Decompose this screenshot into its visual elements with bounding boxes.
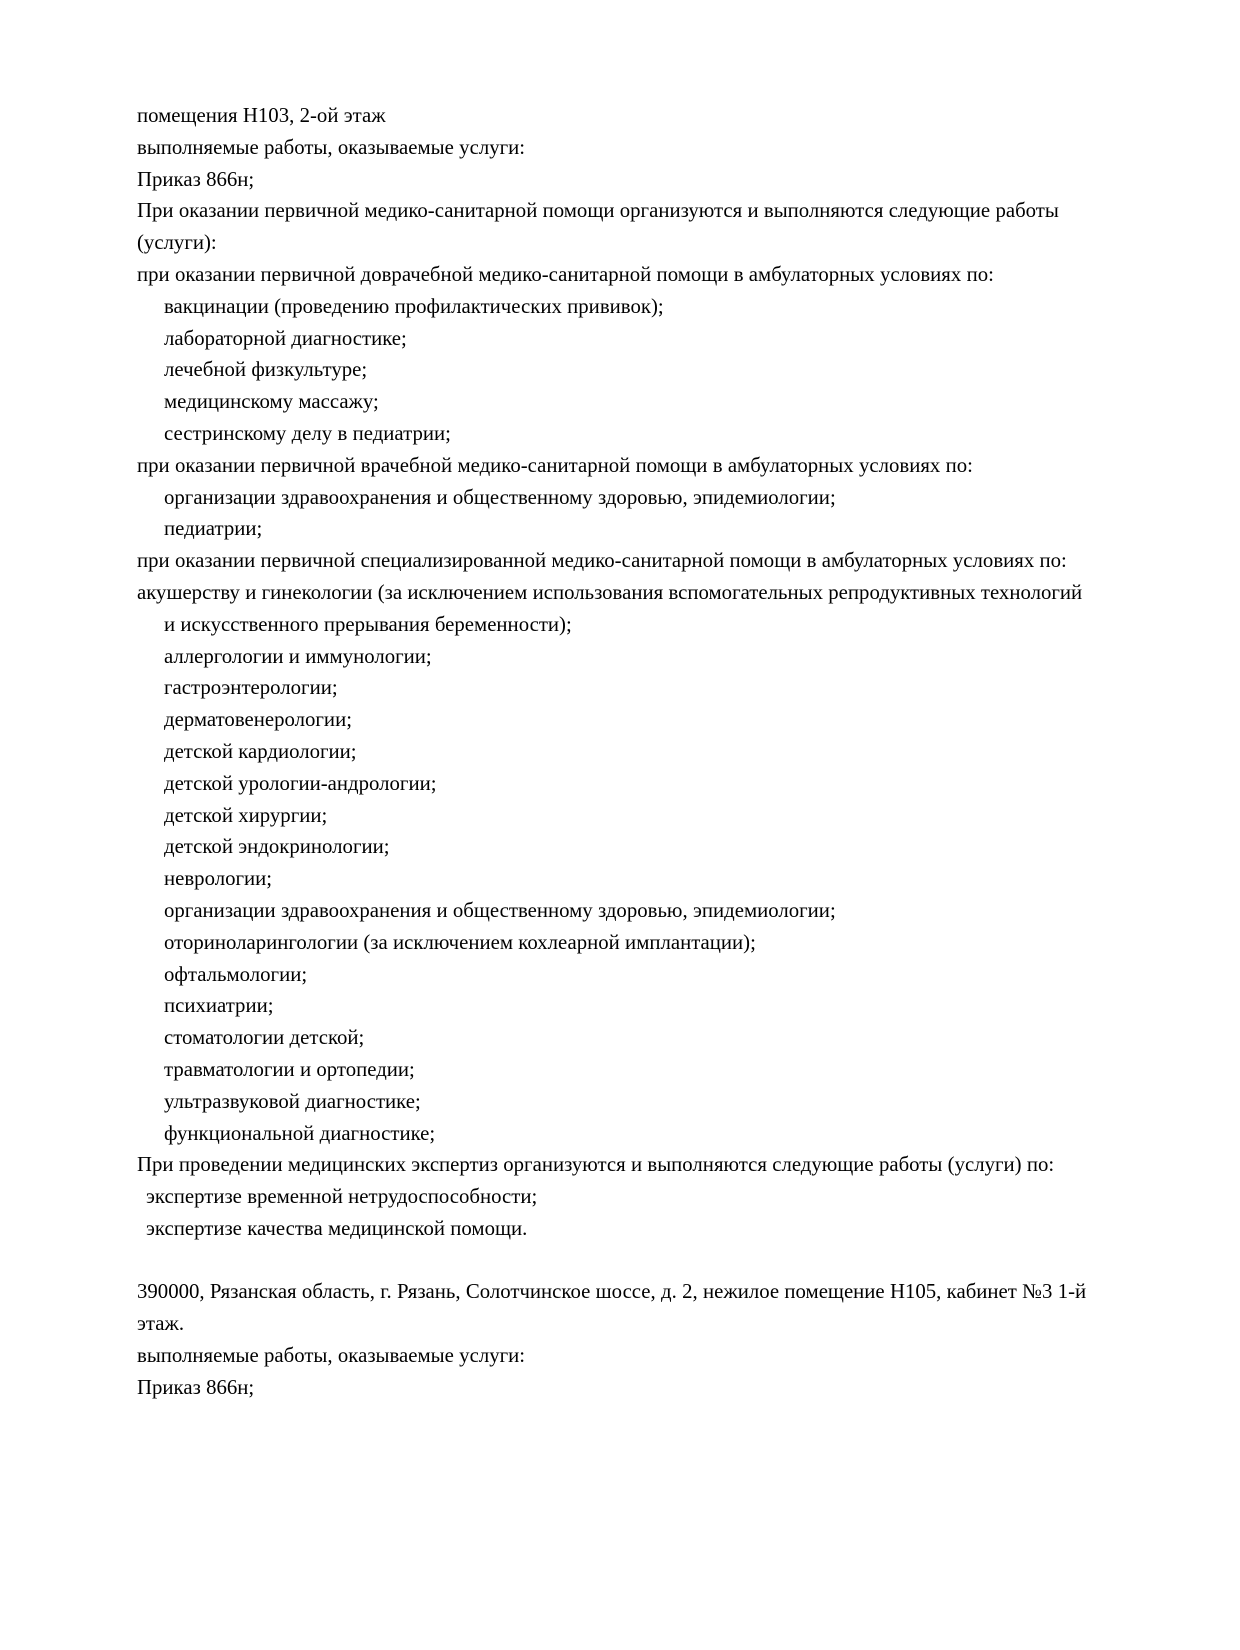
document-line: детской хирургии; [164, 803, 328, 827]
document-line: ультразвуковой диагностике; [164, 1089, 421, 1113]
document-line: 390000, Рязанская область, г. Рязань, Солотчинское шоссе, д. 2, нежилое помещение Н105, кабинет №3 1-й этаж. [137, 1280, 1087, 1336]
document-line: выполняемые работы, оказываемые услуги: [137, 1344, 526, 1368]
document-line: оториноларингологии (за исключением кохлеарной имплантации); [164, 930, 756, 954]
document-line: детской кардиологии; [164, 739, 357, 763]
document-line: детской эндокринологии; [164, 835, 390, 859]
document-line: лечебной физкультуре; [164, 358, 368, 382]
document-line: Приказ 866н; [137, 1375, 255, 1399]
document-line: выполняемые работы, оказываемые услуги: [137, 135, 526, 159]
document-line: организации здравоохранения и общественному здоровью, эпидемиологии; [164, 898, 836, 922]
document-line: экспертизе качества медицинской помощи. [146, 1216, 528, 1240]
document-text-body [137, 100, 1089, 1404]
document-line: педиатрии; [164, 517, 263, 541]
document-line: При проведении медицинских экспертиз организуются и выполняются следующие работы (услуги) по: [137, 1153, 1055, 1177]
document-line: вакцинации (проведению профилактических прививок); [164, 294, 664, 318]
paragraph-spacer [137, 1245, 1089, 1277]
document-line: медицинскому массажу; [164, 390, 379, 414]
document-line: гастроэнтерологии; [164, 676, 338, 700]
document-line: при оказании первичной врачебной медико-санитарной помощи в амбулаторных условиях по: [137, 453, 973, 477]
document-line: сестринскому делу в педиатрии; [164, 421, 451, 445]
document-line: дерматовенерологии; [164, 708, 352, 732]
document-line: стоматологии детской; [164, 1026, 365, 1050]
document-line: При оказании первичной медико-санитарной помощи организуются и выполняются следующие работы (услуги): [137, 199, 1059, 255]
document-line: при оказании первичной доврачебной медико-санитарной помощи в амбулаторных условиях по: [137, 262, 994, 286]
document-line: при оказании первичной специализированной медико-санитарной помощи в амбулаторных условиях по: [137, 549, 1067, 573]
document-line: аллергологии и иммунологии; [164, 644, 432, 668]
document-line: офтальмологии; [164, 962, 308, 986]
document-line: лабораторной диагностике; [164, 326, 407, 350]
document-line: функциональной диагностике; [164, 1121, 436, 1145]
document-line: акушерству и гинекологии (за исключением использования вспомогательных репродуктивных технологий и искусственного прерывания беременности); [137, 580, 1083, 636]
document-line: психиатрии; [164, 994, 274, 1018]
document-line: неврологии; [164, 867, 273, 891]
document-line: экспертизе временной нетрудоспособности; [146, 1185, 538, 1209]
document-line: помещения Н103, 2-ой этаж [137, 104, 386, 127]
document-line: организации здравоохранения и общественному здоровью, эпидемиологии; [164, 485, 836, 509]
document-line: Приказ 866н; [137, 167, 255, 191]
document-line: травматологии и ортопедии; [164, 1057, 415, 1081]
document-line: детской урологии-андрологии; [164, 771, 437, 795]
